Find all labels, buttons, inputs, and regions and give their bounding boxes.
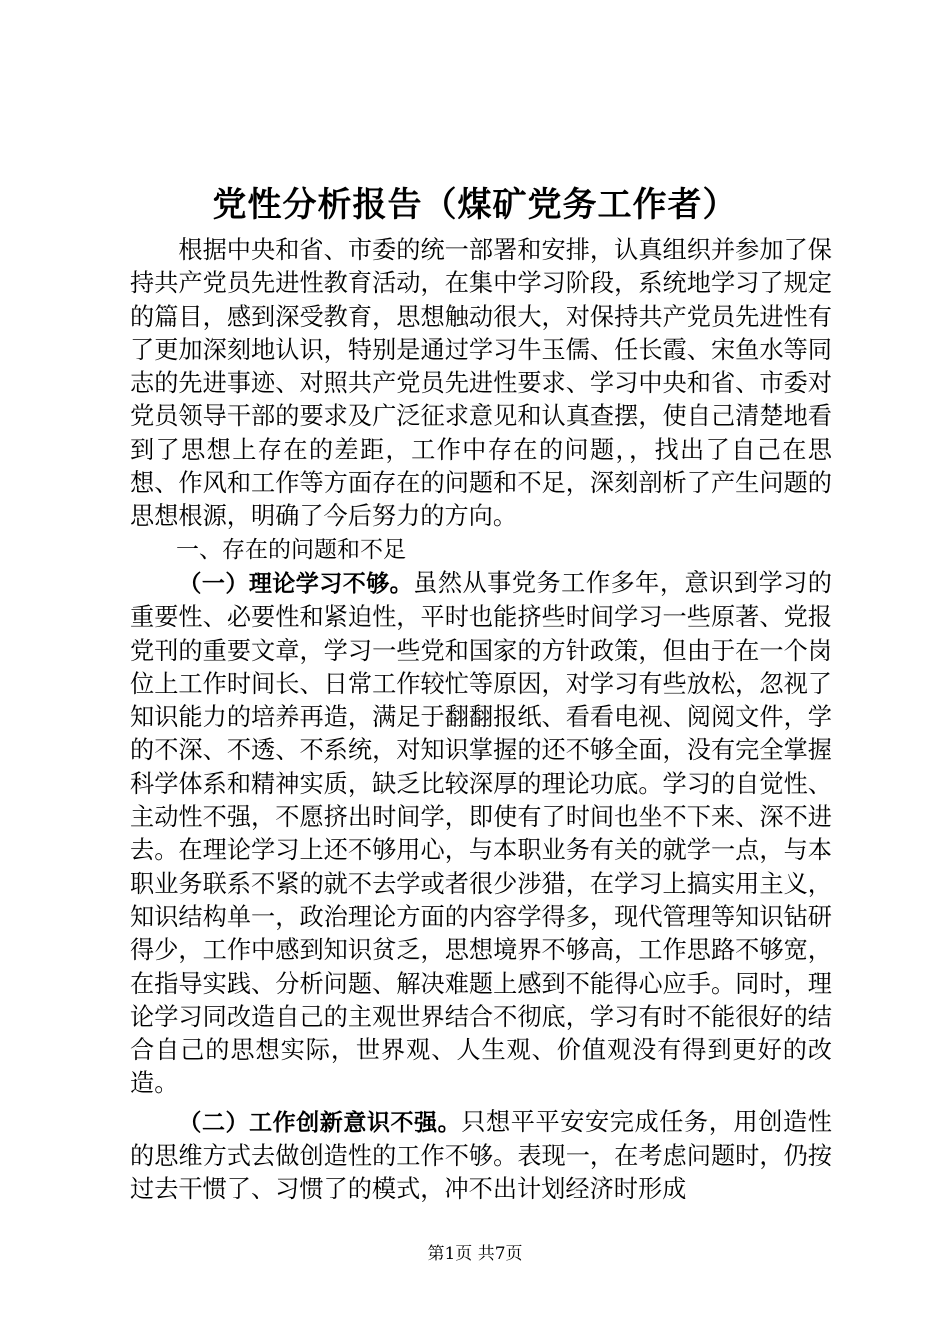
section-heading: 一、存在的问题和不足 — [176, 536, 406, 563]
item-2-paragraph — [130, 1106, 832, 1207]
item-2-lead: （二）工作创新意识不强。 — [178, 1109, 462, 1136]
page-number: 第1页 共7页 — [427, 1244, 523, 1264]
document-body — [130, 234, 832, 1207]
intro-paragraph: 根据中央和省、市委的统一部署和安排，认真组织并参加了保持共产党员先进性教育活动，在集中学习阶段，系统地学习了规定的篇目，感到深受教育，思想触动很大，对保持共产党员先进性有了更加深刻地认识，特别是通过学习牛玉儒、任长霞、宋鱼水等同志的先进事迹、对照共产党员先进性要求、学习中央和省、市委对党员领导干部的要求及广泛征求意见和认真查摆，使自己清楚地看到了思想上存在的差距，工作中存在的问题，，找出了自己在思想、作风和工作等方面存在的问题和不足，深刻剖析了产生问题的思想根源，明确了今后努力的方向。 — [130, 236, 832, 531]
document-title: 党性分析报告（煤矿党务工作者） — [212, 185, 738, 225]
item-1-lead: （一）理论学习不够。 — [178, 570, 414, 597]
item-1-body: 虽然从事党务工作多年，意识到学习的重要性、必要性和紧迫性，平时也能挤些时间学习一些原著、党报党刊的重要文章，学习一些党和国家的方针政策，但由于在一个岗位上工作时间长、日常工作较忙等原因，对学习有些放松，忽视了知识能力的培养再造，满足于翻翻报纸、看看电视、阅阅文件，学的不深、不透、不系统，对知识掌握的还不够全面，没有完全掌握科学体系和精神实质，缺乏比较深厚的理论功底。学习的自觉性、主动性不强，不愿挤出时间学，即使有了时间也坐不下来、深不进去。在理论学习上还不够用心，与本职业务有关的就学一点，与本职业务联系不紧的就不去学或者很少涉猎，在学习上搞实用主义，知识结构单一，政治理论方面的内容学得多，现代管理等知识钻研得少，工作中感到知识贫乏，思想境界不够高，工作思路不够宽，在指导实践、分析问题、解决难题上感到不能得心应手。同时，理论学习同改造自己的主观世界结合不彻底，学习有时不能很好的结合自己的思想实际，世界观、人生观、价值观没有得到更好的改造。 — [130, 568, 832, 1098]
item-1-paragraph — [130, 567, 832, 1101]
item-2-body: 只想平平安安完成任务，用创造性的思维方式去做创造性的工作不够。表现一，在考虑问题时，仍按过去干惯了、习惯了的模式，冲不出计划经济时形成 — [130, 1107, 832, 1204]
